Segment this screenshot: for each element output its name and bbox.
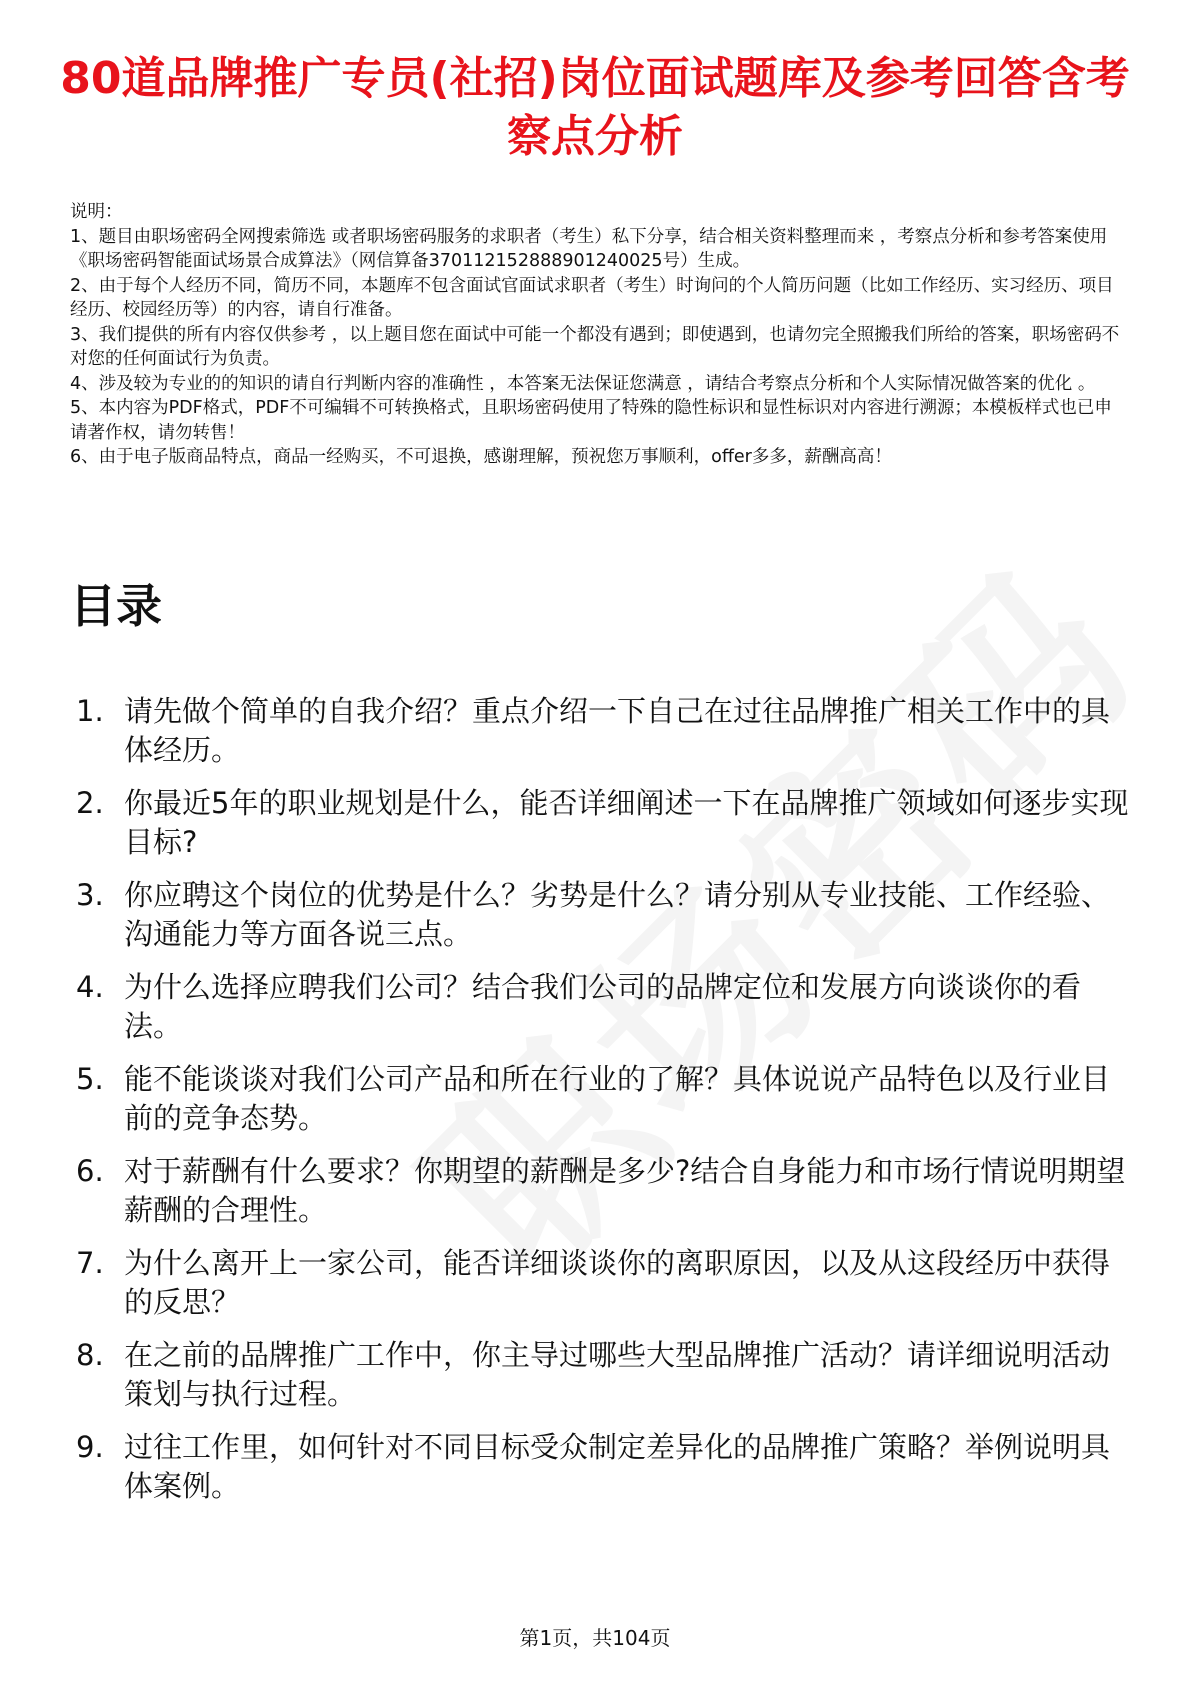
toc-item[interactable] [76, 1060, 1136, 1138]
toc-item-text: 为什么离开上一家公司，能否详细谈谈你的离职原因，以及从这段经历中获得的反思？ [124, 1246, 1111, 1319]
page-number: 第1页，共104页 [519, 1626, 671, 1650]
toc-heading: 目录 [70, 579, 162, 633]
toc-item-number: 2. [76, 786, 104, 820]
toc-item-text: 为什么选择应聘我们公司？结合我们公司的品牌定位和发展方向谈谈你的看法。 [124, 970, 1082, 1043]
toc-item-number: 6. [76, 1154, 104, 1188]
document-title: 80道品牌推广专员(社招)岗位面试题库及参考回答含考察点分析 [60, 53, 1130, 162]
instruction-item: 5、本内容为PDF格式，PDF不可编辑不可转换格式，且职场密码使用了特殊的隐性标识和显性标识对内容进行溯源；本模板样式也已申请著作权，请勿转售！ [70, 398, 1112, 443]
toc-item-text: 能不能谈谈对我们公司产品和所在行业的了解？具体说说产品特色以及行业目前的竞争态势。 [124, 1062, 1111, 1135]
toc-list [76, 692, 1136, 1520]
toc-item-number: 4. [76, 970, 104, 1004]
toc-item-number: 9. [76, 1430, 104, 1464]
toc-item-number: 5. [76, 1062, 104, 1096]
instruction-item: 1、题目由职场密码全网搜索筛选 或者职场密码服务的求职者（考生）私下分享，结合相关资料整理而来 ，考察点分析和参考答案使用《职场密码智能面试场景合成算法》（网信算备370112152888901240025号）生成。 [70, 226, 1108, 271]
toc-item-text: 在之前的品牌推广工作中，你主导过哪些大型品牌推广活动？请详细说明活动策划与执行过程。 [124, 1338, 1111, 1411]
toc-item-number: 1. [76, 694, 104, 728]
toc-item-text: 你应聘这个岗位的优势是什么？劣势是什么？请分别从专业技能、工作经验、沟通能力等方面各说三点。 [124, 878, 1111, 951]
instructions-block [70, 200, 1120, 470]
toc-item-number: 7. [76, 1246, 104, 1280]
toc-item-text: 对于薪酬有什么要求？你期望的薪酬是多少?结合自身能力和市场行情说明期望薪酬的合理性。 [124, 1154, 1126, 1227]
instruction-item: 3、我们提供的所有内容仅供参考 ，以上题目您在面试中可能一个都没有遇到；即使遇到，也请勿完全照搬我们所给的答案，职场密码不对您的任何面试行为负责。 [70, 324, 1120, 369]
toc-item[interactable] [76, 1336, 1136, 1414]
toc-item-text: 你最近5年的职业规划是什么，能否详细阐述一下在品牌推广领域如何逐步实现目标? [124, 786, 1129, 859]
toc-item[interactable] [76, 876, 1136, 954]
instruction-item: 2、由于每个人经历不同，简历不同，本题库不包含面试官面试求职者（考生）时询问的个人简历问题（比如工作经历、实习经历、项目经历、校园经历等）的内容，请自行准备。 [70, 275, 1114, 320]
instructions-heading: 说明： [70, 202, 123, 222]
instruction-item: 4、涉及较为专业的的知识的请自行判断内容的准确性 ，本答案无法保证您满意 ，请结合考察点分析和个人实际情况做答案的优化 。 [70, 373, 1096, 394]
toc-item[interactable] [76, 1428, 1136, 1506]
toc-item[interactable] [76, 1244, 1136, 1322]
toc-item[interactable] [76, 784, 1136, 862]
toc-item-text: 请先做个简单的自我介绍？重点介绍一下自己在过往品牌推广相关工作中的具体经历。 [124, 694, 1111, 767]
toc-item[interactable] [76, 968, 1136, 1046]
toc-item[interactable] [76, 692, 1136, 770]
instruction-item: 6、由于电子版商品特点，商品一经购买，不可退换，感谢理解，预祝您万事顺利，offer多多，薪酬高高！ [70, 447, 892, 467]
toc-item[interactable] [76, 1152, 1136, 1230]
toc-item-number: 8. [76, 1338, 104, 1372]
toc-item-text: 过往工作里，如何针对不同目标受众制定差异化的品牌推广策略？举例说明具体案例。 [124, 1430, 1111, 1503]
toc-item-number: 3. [76, 878, 104, 912]
